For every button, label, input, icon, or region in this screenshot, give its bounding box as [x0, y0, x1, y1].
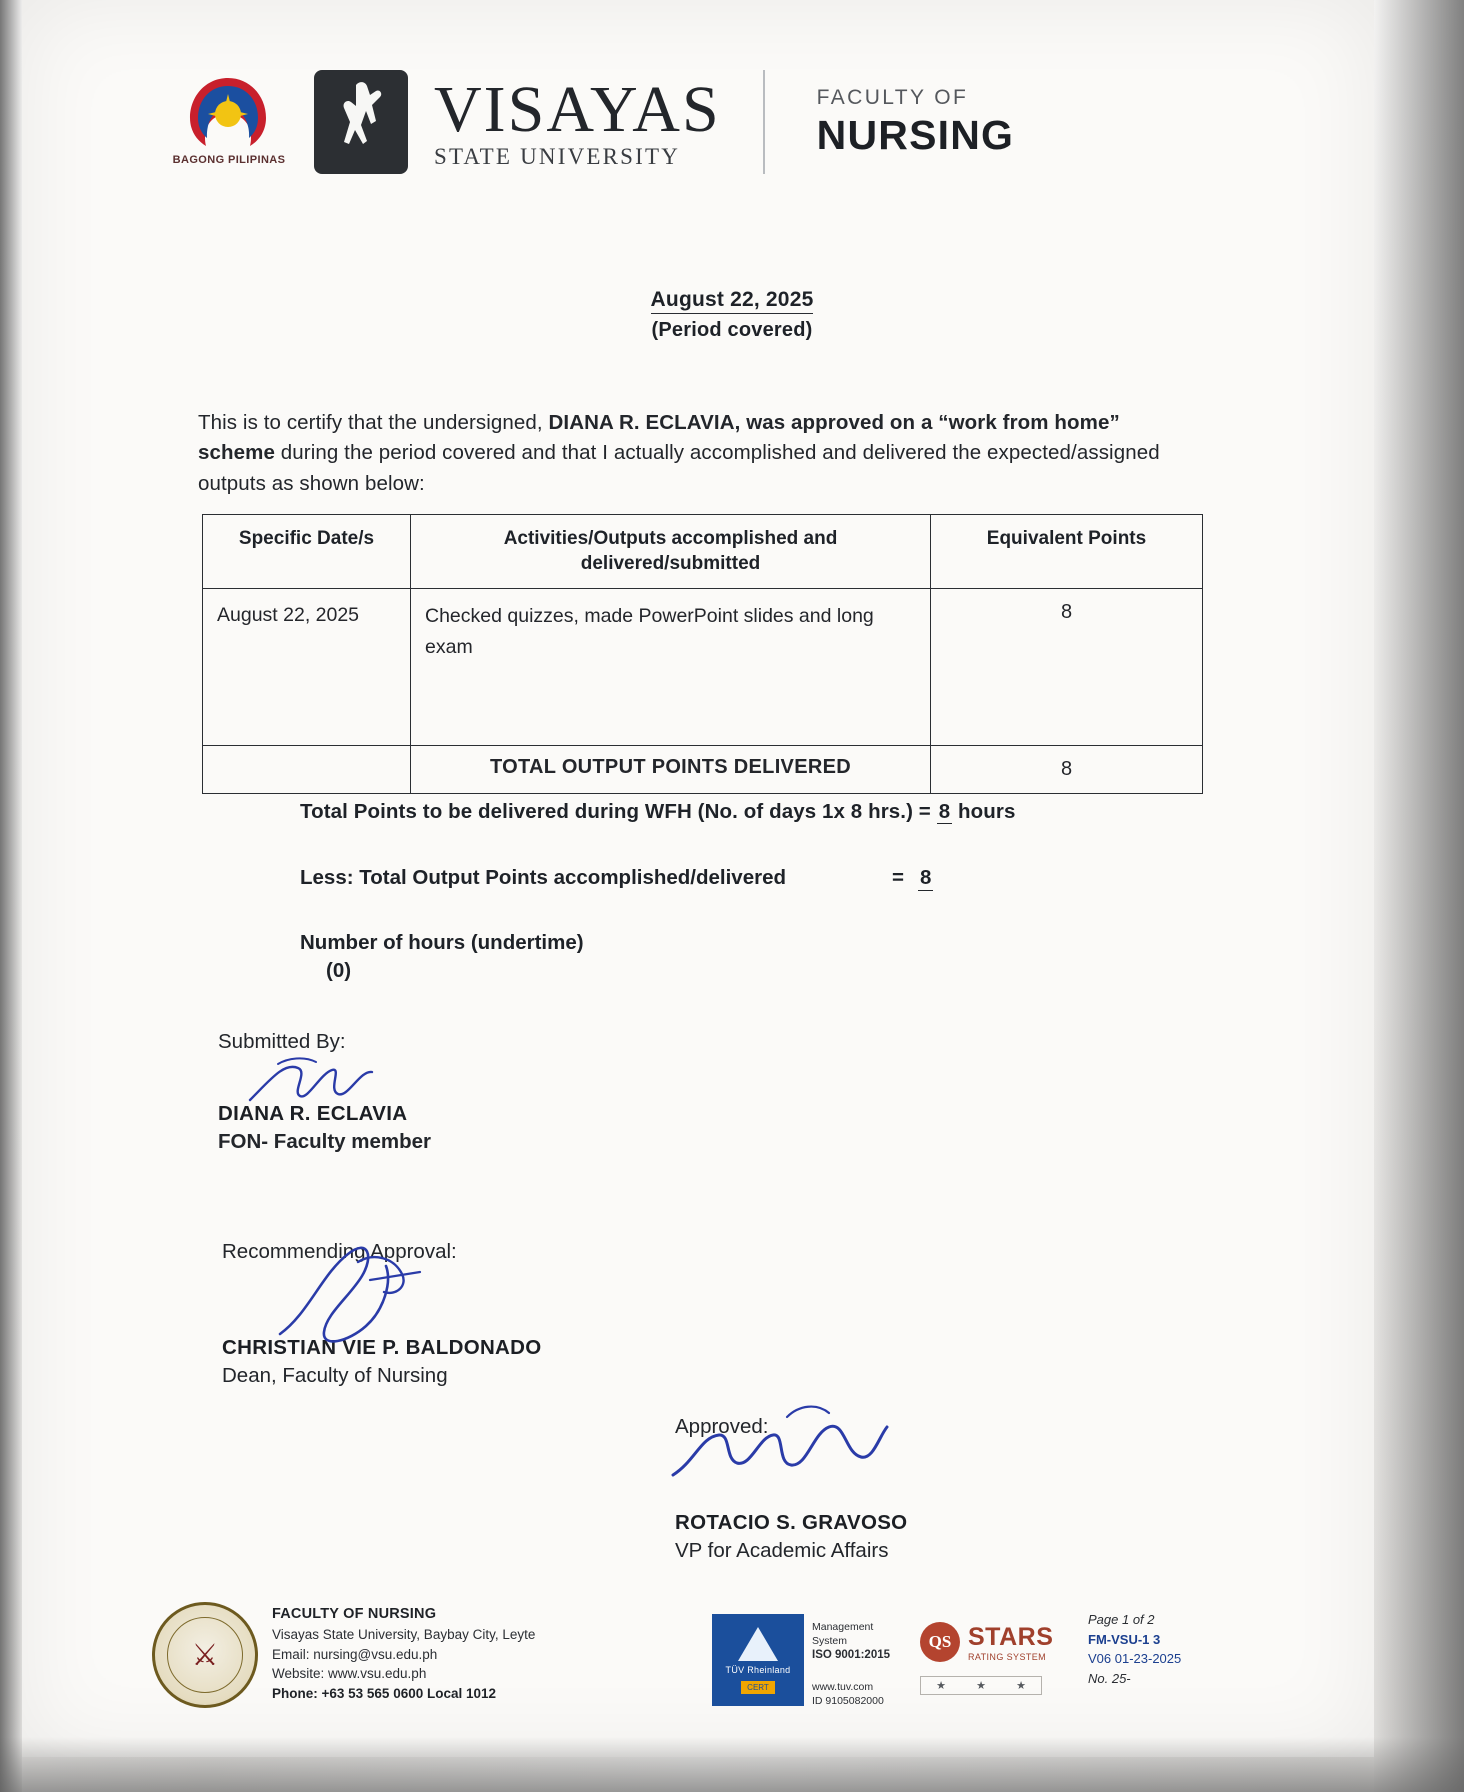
table-header-row — [203, 515, 1203, 589]
certify-prefix: This is to certify that the undersigned, — [198, 411, 549, 434]
document-footer — [0, 1590, 1464, 1740]
footer-phone: Phone: +63 53 565 0600 Local 1012 — [272, 1685, 497, 1701]
signature-mark-approved — [667, 1397, 917, 1507]
less-line — [300, 866, 1200, 891]
qs-badge-icon: QS — [920, 1622, 960, 1662]
vsu-figure-icon — [326, 79, 396, 165]
total-points-suffix: hours — [952, 800, 1016, 823]
page-edge-right — [1374, 0, 1464, 1792]
footer-org: FACULTY OF NURSING — [272, 1606, 437, 1622]
footer-website: Website: www.vsu.edu.ph — [272, 1666, 427, 1682]
footer-address: Visayas State University, Baybay City, Leyte — [272, 1627, 536, 1643]
date-block — [0, 288, 1464, 342]
outputs-table — [202, 514, 1203, 794]
certify-employee-name: DIANA R. ECLAVIA — [548, 411, 735, 434]
submitted-by-label: Submitted By: — [218, 1030, 346, 1053]
faculty-name-label: NURSING — [816, 111, 1015, 158]
cell-date: August 22, 2025 — [203, 589, 411, 746]
total-points-line — [300, 800, 1200, 824]
submitted-by-role: FON- Faculty member — [218, 1130, 432, 1153]
approved-role: VP for Academic Affairs — [675, 1539, 889, 1562]
less-value: 8 — [920, 866, 932, 889]
wordmark-state-university: STATE UNIVERSITY — [434, 143, 681, 169]
qs-stars-block — [920, 1622, 1053, 1662]
form-number: No. 25- — [1088, 1670, 1131, 1686]
cell-activity: Checked quizzes, made PowerPoint slides and long exam — [411, 589, 931, 746]
totals-section — [300, 800, 1200, 983]
star-icon: ★ — [1016, 1680, 1026, 1692]
page-edge-left — [0, 0, 22, 1792]
iso-url: www.tuv.com — [812, 1680, 874, 1693]
tuv-cert-mark: CERT — [741, 1681, 775, 1694]
col-header-date: Specific Date/s — [203, 515, 411, 589]
period-date: August 22, 2025 — [651, 288, 814, 314]
table-total-row — [203, 746, 1203, 794]
approved-label: Approved: — [675, 1415, 769, 1438]
iso-line-2: System — [812, 1635, 848, 1648]
total-points-value: 8 — [938, 800, 951, 823]
form-version: V06 01-23-2025 — [1088, 1651, 1182, 1666]
vsu-wordmark — [434, 72, 721, 169]
certify-scheme-text: , was approved on a “work from home” scheme — [198, 411, 1120, 465]
tuv-label: TÜV Rheinland — [725, 1664, 791, 1675]
table-row — [203, 589, 1203, 746]
recommending-approval-name: CHRISTIAN VIE P. BALDONADO — [222, 1336, 542, 1359]
document-header — [170, 62, 1014, 182]
footer-contact-block — [272, 1604, 535, 1703]
iso-id: ID 9105082000 — [812, 1695, 884, 1708]
cell-blank — [203, 746, 411, 794]
vsu-seal-icon — [314, 70, 408, 174]
col-header-points: Equivalent Points — [931, 515, 1203, 589]
star-icon: ★ — [976, 1680, 986, 1692]
recommending-approval-role: Dean, Faculty of Nursing — [222, 1364, 448, 1387]
tuv-rheinland-icon — [712, 1614, 804, 1706]
approved-block — [675, 1415, 907, 1563]
qs-subtitle: RATING SYSTEM — [968, 1651, 1047, 1662]
iso-line-1: Management — [812, 1621, 874, 1633]
sunburst-icon — [176, 70, 280, 152]
cell-points: 8 — [931, 589, 1203, 746]
bagong-pilipinas-caption: BAGONG PILIPINAS — [172, 154, 286, 166]
page-number: Page 1 of 2 — [1088, 1612, 1155, 1627]
page-edge-bottom — [0, 1737, 1464, 1792]
cell-total-points: 8 — [931, 746, 1203, 794]
submitted-by-name: DIANA R. ECLAVIA — [218, 1102, 408, 1125]
qs-star-rating — [920, 1676, 1042, 1695]
iso-standard: ISO 9001:2015 — [812, 1649, 891, 1662]
form-code: FM-VSU-1 3 — [1088, 1631, 1161, 1647]
faculty-of-label: FACULTY OF — [816, 86, 969, 110]
submitted-by-block — [218, 1030, 431, 1154]
recommending-approval-block — [222, 1240, 542, 1388]
undertime-value: (0) — [326, 959, 352, 982]
col-header-activities: Activities/Outputs accomplished and delivered/submitted — [411, 515, 931, 589]
university-seal-icon — [152, 1602, 258, 1708]
header-divider — [763, 70, 765, 174]
bagong-pilipinas-logo — [170, 62, 288, 182]
less-equals: = — [892, 866, 904, 889]
total-points-prefix: Total Points to be delivered during WFH (No. of days 1x 8 hrs.) = — [300, 800, 937, 823]
star-icon: ★ — [936, 1680, 946, 1692]
cell-total-label: TOTAL OUTPUT POINTS DELIVERED — [411, 746, 931, 794]
iso-block — [812, 1620, 890, 1708]
approved-name: ROTACIO S. GRAVOSO — [675, 1511, 908, 1534]
less-label: Less: Total Output Points accomplished/delivered — [300, 866, 787, 889]
tuv-triangle-icon — [738, 1627, 778, 1661]
faculty-block — [817, 87, 1014, 156]
undertime-label: Number of hours (undertime) — [300, 931, 584, 954]
seal-inner-icon: ⚔ — [167, 1617, 243, 1693]
qs-title: STARS — [968, 1622, 1054, 1651]
recommending-approval-label: Recommending Approval: — [222, 1240, 457, 1263]
page-info-block — [1088, 1610, 1181, 1688]
certify-suffix: during the period covered and that I actually accomplished and delivered the expected/assigned outputs as shown below: — [198, 441, 1160, 495]
footer-email: Email: nursing@vsu.edu.ph — [272, 1646, 438, 1662]
certification-paragraph — [198, 408, 1198, 499]
wordmark-visayas: VISAYAS — [434, 72, 721, 146]
period-covered-label: (Period covered) — [651, 319, 813, 341]
